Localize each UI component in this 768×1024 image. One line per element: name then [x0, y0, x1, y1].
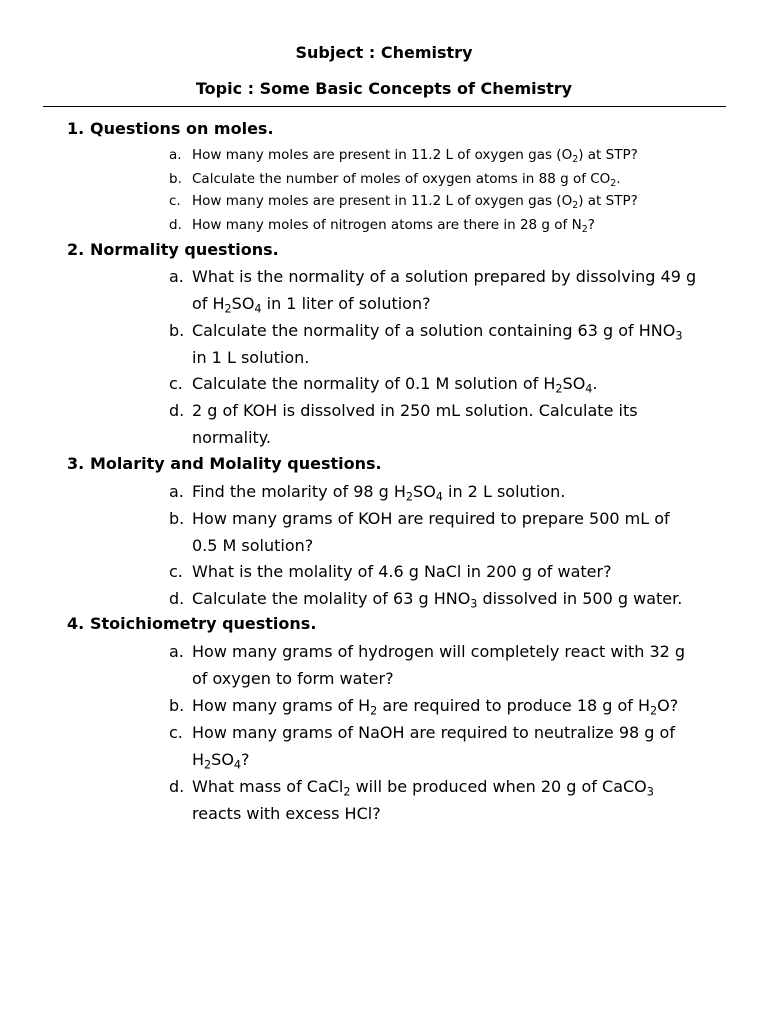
question-text: What is the molality of 4.6 g NaCl in 200 g of water? [192, 562, 612, 581]
section-title [67, 614, 316, 634]
topic-heading: Topic : Some Basic Concepts of Chemistry [195, 79, 573, 98]
question-letter: b. [169, 696, 185, 715]
question-text: How many grams of NaOH are required to neutralize 98 g of [192, 723, 675, 742]
question-text: 2 g of KOH is dissolved in 250 mL solution. Calculate its [192, 401, 638, 420]
section-title [67, 119, 274, 139]
section-title-text: Questions on moles. [90, 119, 274, 138]
question-text: How many grams of $H_2$ are required to produce 18 g of $H_2O$? [192, 696, 679, 718]
question-letter: c. [169, 193, 181, 209]
question-text-continued: reacts with excess HCl? [192, 804, 381, 823]
subject-heading: Subject : Chemistry [295, 43, 473, 62]
question-text: How many moles are present in 11.2 L of oxygen gas $(O_2)$ at STP? [192, 147, 638, 165]
question-text-continued: normality. [192, 428, 272, 447]
question-text: How many moles of nitrogen atoms are there in 28 g of $N_2$? [192, 217, 595, 235]
section-number: 2. [67, 240, 85, 259]
section-number: 4. [67, 614, 85, 633]
question-text: How many grams of hydrogen will completely react with 32 g [192, 642, 686, 661]
question-letter: b. [169, 321, 185, 340]
question-letter: c. [169, 374, 183, 393]
question-text: Calculate the number of moles of oxygen atoms in 88 g of $CO_2$. [192, 171, 621, 189]
question-text-continued: $H_2SO_4$? [192, 750, 250, 772]
question-letter: d. [169, 401, 185, 420]
question-text: Calculate the molality of 63 g $HNO_3$ dissolved in 500 g water. [192, 589, 683, 611]
question-letter: b. [169, 171, 182, 187]
section-title-text: Molarity and Molality questions. [90, 454, 382, 473]
section-number: 3. [67, 454, 85, 473]
section-title [67, 240, 279, 260]
question-letter: a. [169, 147, 182, 163]
section-title [67, 454, 382, 474]
question-text: What mass of CaCl$_2$ will be produced when 20 g of CaCO$_3$ [192, 777, 654, 799]
section-title-text: Stoichiometry questions. [90, 614, 317, 633]
question-text-continued: in 1 L solution. [192, 348, 310, 367]
section-number: 1. [67, 119, 85, 138]
question-text: Calculate the normality of 0.1 M solution of $H_2SO_4$. [192, 374, 598, 396]
question-text-continued: of $H_2SO_4$ in 1 liter of solution? [192, 294, 431, 316]
question-letter: d. [169, 777, 185, 796]
question-letter: c. [169, 562, 183, 581]
section-title-text: Normality questions. [90, 240, 279, 259]
question-text: Calculate the normality of a solution containing 63 g of $HNO_3$ [192, 321, 683, 343]
question-text: Find the molarity of 98 g $H_2SO_4$ in 2 L solution. [192, 482, 566, 504]
question-letter: d. [169, 217, 182, 233]
header-divider [43, 106, 726, 107]
question-text-continued: 0.5 M solution? [192, 536, 314, 555]
question-text: How many moles are present in 11.2 L of oxygen gas $(O_2)$ at STP? [192, 193, 638, 211]
question-text-continued: of oxygen to form water? [192, 669, 394, 688]
question-letter: d. [169, 589, 185, 608]
question-letter: a. [169, 482, 184, 501]
question-text: What is the normality of a solution prepared by dissolving 49 g [192, 267, 697, 286]
question-letter: a. [169, 642, 184, 661]
question-letter: b. [169, 509, 185, 528]
question-letter: c. [169, 723, 183, 742]
question-text: How many grams of KOH are required to prepare 500 mL of [192, 509, 670, 528]
question-letter: a. [169, 267, 184, 286]
